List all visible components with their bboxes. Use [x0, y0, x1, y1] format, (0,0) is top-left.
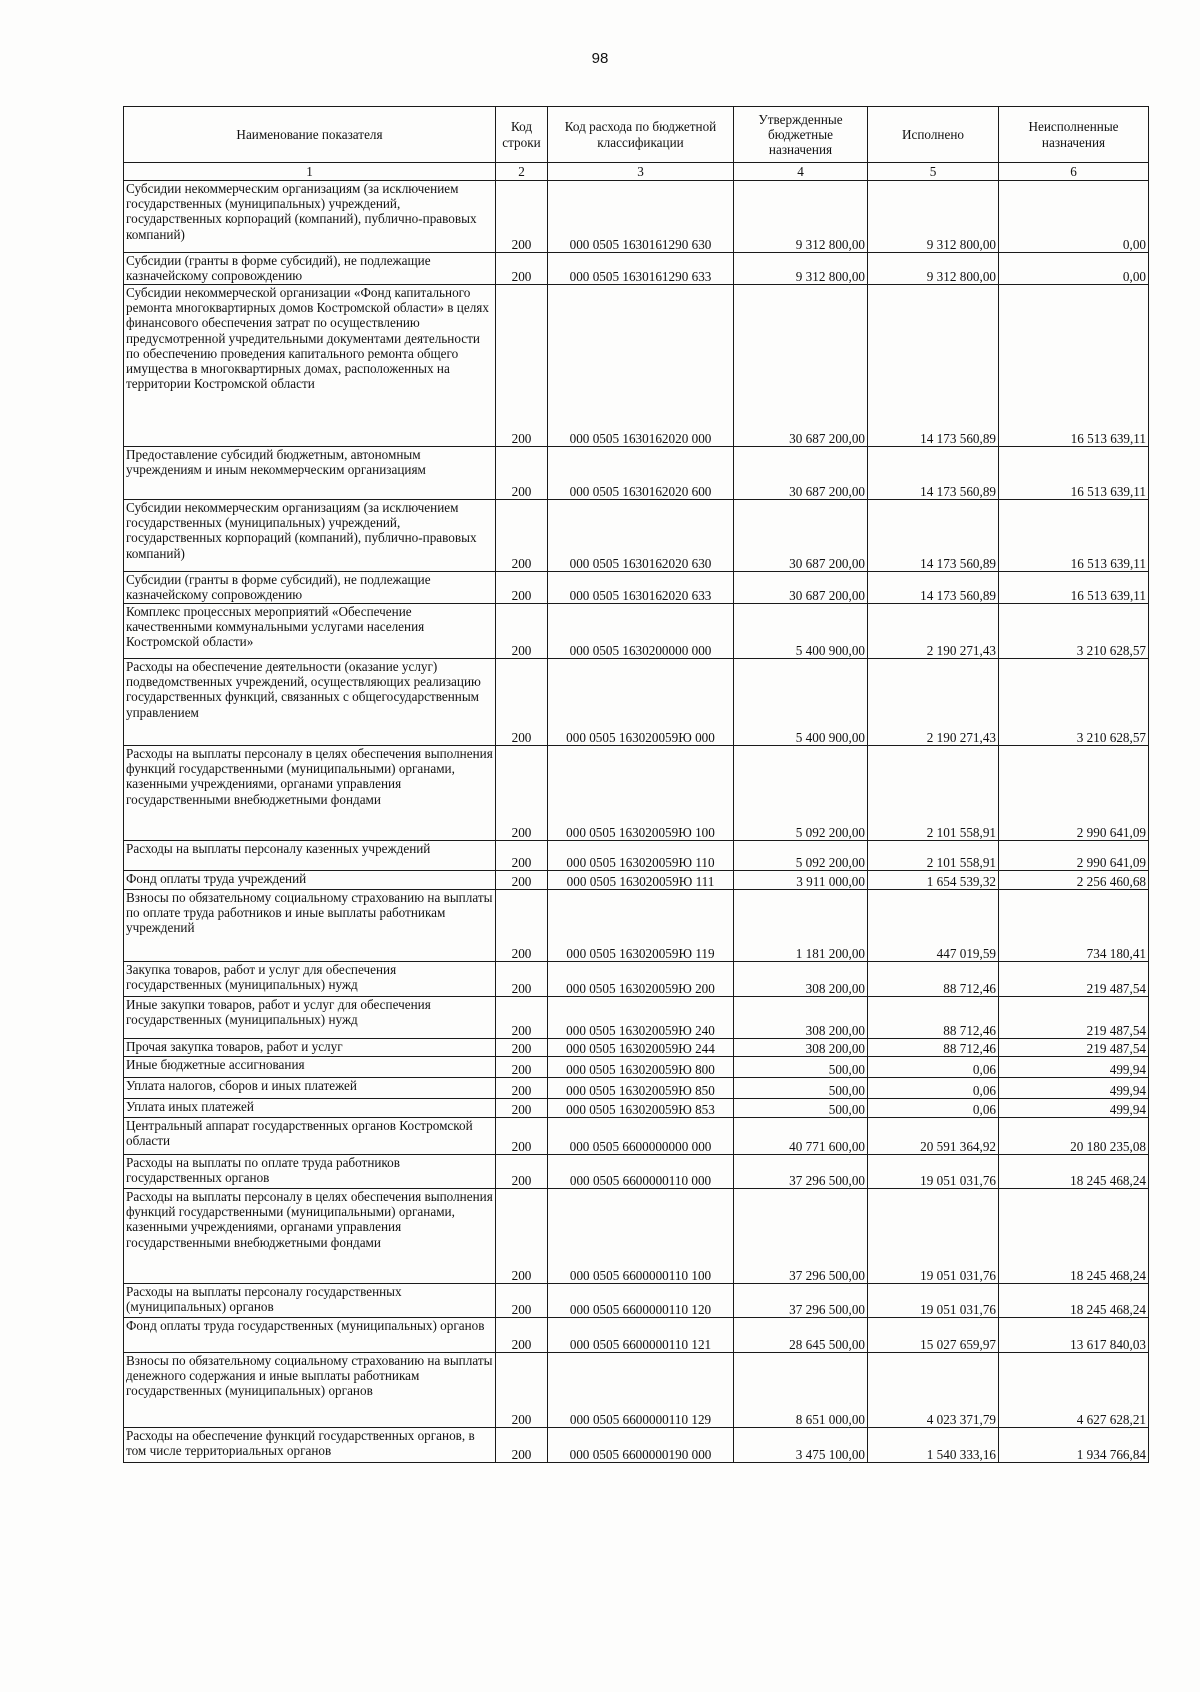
row-unexecuted: 2 256 460,68 — [999, 871, 1149, 890]
row-line-code: 200 — [496, 1155, 548, 1189]
row-unexecuted: 13 617 840,03 — [999, 1318, 1149, 1353]
row-unexecuted: 16 513 639,11 — [999, 447, 1149, 500]
table-row — [124, 447, 1149, 500]
row-executed: 2 101 558,91 — [868, 746, 999, 841]
column-number: 2 — [496, 163, 548, 181]
row-approved: 308 200,00 — [734, 997, 868, 1039]
row-name: Уплата налогов, сборов и иных платежей — [124, 1078, 496, 1099]
row-line-code: 200 — [496, 871, 548, 890]
row-line-code: 200 — [496, 285, 548, 447]
row-line-code: 200 — [496, 1039, 548, 1057]
row-approved: 30 687 200,00 — [734, 500, 868, 572]
row-name: Субсидии некоммерческой организации «Фонд капитального ремонта многоквартирных домов Костромской области» в целях финансового обеспечения затрат по осуществлению предусмотренной учредительными документами деятельности по обеспечению проведения капитального ремонта общего имущества в многоквартирных домах, расположенных на территории Костромской области — [124, 285, 496, 447]
row-unexecuted: 16 513 639,11 — [999, 285, 1149, 447]
row-line-code: 200 — [496, 890, 548, 962]
row-approved: 1 181 200,00 — [734, 890, 868, 962]
row-line-code: 200 — [496, 1318, 548, 1353]
row-approved: 37 296 500,00 — [734, 1284, 868, 1318]
row-unexecuted: 1 934 766,84 — [999, 1428, 1149, 1463]
row-budget-code: 000 0505 1630200000 000 — [548, 604, 734, 659]
row-line-code: 200 — [496, 572, 548, 604]
row-unexecuted: 18 245 468,24 — [999, 1189, 1149, 1284]
row-line-code: 200 — [496, 841, 548, 871]
row-budget-code: 000 0505 1630161290 633 — [548, 253, 734, 285]
table-row — [124, 572, 1149, 604]
row-unexecuted: 18 245 468,24 — [999, 1284, 1149, 1318]
row-executed: 14 173 560,89 — [868, 500, 999, 572]
row-budget-code: 000 0505 163020059Ю 240 — [548, 997, 734, 1039]
row-unexecuted: 2 990 641,09 — [999, 841, 1149, 871]
column-number: 5 — [868, 163, 999, 181]
row-budget-code: 000 0505 163020059Ю 850 — [548, 1078, 734, 1099]
budget-execution-table — [123, 106, 1149, 1463]
header-unexecuted: Неисполненные назначения — [999, 107, 1149, 163]
row-budget-code: 000 0505 163020059Ю 200 — [548, 962, 734, 997]
table-row — [124, 604, 1149, 659]
row-budget-code: 000 0505 6600000110 100 — [548, 1189, 734, 1284]
row-unexecuted: 3 210 628,57 — [999, 659, 1149, 746]
row-name: Прочая закупка товаров, работ и услуг — [124, 1039, 496, 1057]
row-name: Взносы по обязательному социальному страхованию на выплаты по оплате труда работников и иные выплаты работникам учреждений — [124, 890, 496, 962]
row-executed: 2 190 271,43 — [868, 604, 999, 659]
row-executed: 14 173 560,89 — [868, 572, 999, 604]
row-executed: 88 712,46 — [868, 997, 999, 1039]
row-name: Субсидии (гранты в форме субсидий), не подлежащие казначейскому сопровождению — [124, 572, 496, 604]
row-approved: 5 400 900,00 — [734, 659, 868, 746]
column-number: 1 — [124, 163, 496, 181]
row-unexecuted: 0,00 — [999, 181, 1149, 253]
row-executed: 19 051 031,76 — [868, 1284, 999, 1318]
row-name: Взносы по обязательному социальному страхованию на выплаты денежного содержания и иные выплаты работникам государственных (муниципальных) органов — [124, 1353, 496, 1428]
table-row — [124, 285, 1149, 447]
row-unexecuted: 219 487,54 — [999, 1039, 1149, 1057]
row-budget-code: 000 0505 1630162020 600 — [548, 447, 734, 500]
table-row — [124, 1353, 1149, 1428]
row-executed: 447 019,59 — [868, 890, 999, 962]
row-line-code: 200 — [496, 962, 548, 997]
row-budget-code: 000 0505 163020059Ю 110 — [548, 841, 734, 871]
row-budget-code: 000 0505 6600000190 000 — [548, 1428, 734, 1463]
row-executed: 1 654 539,32 — [868, 871, 999, 890]
table-row — [124, 1057, 1149, 1078]
row-approved: 5 092 200,00 — [734, 841, 868, 871]
row-executed: 88 712,46 — [868, 962, 999, 997]
row-budget-code: 000 0505 163020059Ю 800 — [548, 1057, 734, 1078]
row-unexecuted: 734 180,41 — [999, 890, 1149, 962]
row-executed: 9 312 800,00 — [868, 253, 999, 285]
table-row — [124, 997, 1149, 1039]
table-row — [124, 1155, 1149, 1189]
row-name: Расходы на выплаты персоналу в целях обеспечения выполнения функций государственными (муниципальными) органами, казенными учреждениями, органами управления государственными внебюджетными фондами — [124, 746, 496, 841]
table-row — [124, 746, 1149, 841]
row-name: Расходы на выплаты по оплате труда работников государственных органов — [124, 1155, 496, 1189]
row-budget-code: 000 0505 1630161290 630 — [548, 181, 734, 253]
table-row — [124, 181, 1149, 253]
row-executed: 4 023 371,79 — [868, 1353, 999, 1428]
table-row — [124, 962, 1149, 997]
row-approved: 5 092 200,00 — [734, 746, 868, 841]
row-budget-code: 000 0505 1630162020 000 — [548, 285, 734, 447]
row-approved: 3 475 100,00 — [734, 1428, 868, 1463]
row-executed: 14 173 560,89 — [868, 447, 999, 500]
row-name: Субсидии некоммерческим организациям (за исключением государственных (муниципальных) учреждений, государственных корпораций (компаний), публично-правовых компаний) — [124, 181, 496, 253]
row-unexecuted: 219 487,54 — [999, 962, 1149, 997]
row-budget-code: 000 0505 163020059Ю 244 — [548, 1039, 734, 1057]
row-executed: 19 051 031,76 — [868, 1155, 999, 1189]
row-name: Предоставление субсидий бюджетным, автономным учреждениям и иным некоммерческим организациям — [124, 447, 496, 500]
row-approved: 3 911 000,00 — [734, 871, 868, 890]
page-number: 98 — [591, 50, 609, 67]
table-row — [124, 890, 1149, 962]
row-executed: 14 173 560,89 — [868, 285, 999, 447]
row-budget-code: 000 0505 163020059Ю 000 — [548, 659, 734, 746]
row-budget-code: 000 0505 163020059Ю 100 — [548, 746, 734, 841]
header-line-code: Код строки — [496, 107, 548, 163]
row-unexecuted: 2 990 641,09 — [999, 746, 1149, 841]
header-row — [124, 107, 1149, 163]
row-unexecuted: 0,00 — [999, 253, 1149, 285]
row-approved: 30 687 200,00 — [734, 447, 868, 500]
row-approved: 308 200,00 — [734, 1039, 868, 1057]
row-executed: 9 312 800,00 — [868, 181, 999, 253]
row-line-code: 200 — [496, 1078, 548, 1099]
row-unexecuted: 3 210 628,57 — [999, 604, 1149, 659]
row-name: Расходы на обеспечение деятельности (оказание услуг) подведомственных учреждений, осуществляющих реализацию государственных функций, связанных с общегосударственным управлением — [124, 659, 496, 746]
row-line-code: 200 — [496, 1353, 548, 1428]
row-approved: 30 687 200,00 — [734, 285, 868, 447]
header-indicator-name: Наименование показателя — [124, 107, 496, 163]
row-unexecuted: 4 627 628,21 — [999, 1353, 1149, 1428]
row-name: Центральный аппарат государственных органов Костромской области — [124, 1118, 496, 1155]
table-row — [124, 1318, 1149, 1353]
row-approved: 500,00 — [734, 1078, 868, 1099]
row-line-code: 200 — [496, 604, 548, 659]
row-approved: 40 771 600,00 — [734, 1118, 868, 1155]
row-budget-code: 000 0505 163020059Ю 111 — [548, 871, 734, 890]
row-line-code: 200 — [496, 1118, 548, 1155]
row-executed: 1 540 333,16 — [868, 1428, 999, 1463]
table-row — [124, 1428, 1149, 1463]
column-number: 3 — [548, 163, 734, 181]
row-line-code: 200 — [496, 746, 548, 841]
row-line-code: 200 — [496, 1284, 548, 1318]
row-approved: 500,00 — [734, 1099, 868, 1118]
row-unexecuted: 499,94 — [999, 1078, 1149, 1099]
row-executed: 2 101 558,91 — [868, 841, 999, 871]
table-row — [124, 1118, 1149, 1155]
header-approved: Утвержденные бюджетные назначения — [734, 107, 868, 163]
column-number: 4 — [734, 163, 868, 181]
row-approved: 30 687 200,00 — [734, 572, 868, 604]
row-unexecuted: 20 180 235,08 — [999, 1118, 1149, 1155]
row-executed: 19 051 031,76 — [868, 1189, 999, 1284]
row-approved: 9 312 800,00 — [734, 253, 868, 285]
column-number: 6 — [999, 163, 1149, 181]
table-row — [124, 253, 1149, 285]
row-unexecuted: 16 513 639,11 — [999, 572, 1149, 604]
row-budget-code: 000 0505 6600000110 129 — [548, 1353, 734, 1428]
row-budget-code: 000 0505 163020059Ю 119 — [548, 890, 734, 962]
row-budget-code: 000 0505 6600000110 121 — [548, 1318, 734, 1353]
row-line-code: 200 — [496, 1057, 548, 1078]
row-line-code: 200 — [496, 253, 548, 285]
row-line-code: 200 — [496, 181, 548, 253]
table-row — [124, 1284, 1149, 1318]
row-approved: 9 312 800,00 — [734, 181, 868, 253]
row-name: Расходы на выплаты персоналу в целях обеспечения выполнения функций государственными (муниципальными) органами, казенными учреждениями, органами управления государственными внебюджетными фондами — [124, 1189, 496, 1284]
column-number-row — [124, 163, 1149, 181]
row-name: Субсидии (гранты в форме субсидий), не подлежащие казначейскому сопровождению — [124, 253, 496, 285]
row-approved: 500,00 — [734, 1057, 868, 1078]
row-executed: 20 591 364,92 — [868, 1118, 999, 1155]
row-executed: 0,06 — [868, 1099, 999, 1118]
table-row — [124, 1189, 1149, 1284]
row-name: Расходы на обеспечение функций государственных органов, в том числе территориальных органов — [124, 1428, 496, 1463]
row-name: Иные закупки товаров, работ и услуг для обеспечения государственных (муниципальных) нужд — [124, 997, 496, 1039]
row-name: Расходы на выплаты персоналу казенных учреждений — [124, 841, 496, 871]
row-approved: 37 296 500,00 — [734, 1189, 868, 1284]
row-name: Иные бюджетные ассигнования — [124, 1057, 496, 1078]
row-executed: 88 712,46 — [868, 1039, 999, 1057]
row-line-code: 200 — [496, 500, 548, 572]
row-budget-code: 000 0505 6600000110 000 — [548, 1155, 734, 1189]
row-approved: 308 200,00 — [734, 962, 868, 997]
row-line-code: 200 — [496, 1428, 548, 1463]
row-budget-code: 000 0505 6600000000 000 — [548, 1118, 734, 1155]
row-name: Закупка товаров, работ и услуг для обеспечения государственных (муниципальных) нужд — [124, 962, 496, 997]
row-approved: 5 400 900,00 — [734, 604, 868, 659]
table-row — [124, 871, 1149, 890]
table-row — [124, 1078, 1149, 1099]
row-budget-code: 000 0505 1630162020 633 — [548, 572, 734, 604]
table-row — [124, 500, 1149, 572]
row-unexecuted: 499,94 — [999, 1057, 1149, 1078]
row-name: Субсидии некоммерческим организациям (за исключением государственных (муниципальных) учреждений, государственных корпораций (компаний), публично-правовых компаний) — [124, 500, 496, 572]
row-unexecuted: 499,94 — [999, 1099, 1149, 1118]
row-executed: 0,06 — [868, 1057, 999, 1078]
row-name: Уплата иных платежей — [124, 1099, 496, 1118]
row-unexecuted: 219 487,54 — [999, 997, 1149, 1039]
row-executed: 2 190 271,43 — [868, 659, 999, 746]
row-line-code: 200 — [496, 659, 548, 746]
row-name: Комплекс процессных мероприятий «Обеспечение качественными коммунальными услугами населения Костромской области» — [124, 604, 496, 659]
row-name: Фонд оплаты труда государственных (муниципальных) органов — [124, 1318, 496, 1353]
row-unexecuted: 18 245 468,24 — [999, 1155, 1149, 1189]
table-row — [124, 1099, 1149, 1118]
row-unexecuted: 16 513 639,11 — [999, 500, 1149, 572]
row-budget-code: 000 0505 1630162020 630 — [548, 500, 734, 572]
row-approved: 8 651 000,00 — [734, 1353, 868, 1428]
row-approved: 28 645 500,00 — [734, 1318, 868, 1353]
table-row — [124, 659, 1149, 746]
header-executed: Исполнено — [868, 107, 999, 163]
table-row — [124, 841, 1149, 871]
row-name: Расходы на выплаты персоналу государственных (муниципальных) органов — [124, 1284, 496, 1318]
row-budget-code: 000 0505 6600000110 120 — [548, 1284, 734, 1318]
row-line-code: 200 — [496, 997, 548, 1039]
row-line-code: 200 — [496, 447, 548, 500]
row-approved: 37 296 500,00 — [734, 1155, 868, 1189]
row-line-code: 200 — [496, 1189, 548, 1284]
row-executed: 15 027 659,97 — [868, 1318, 999, 1353]
header-budget-classification-code: Код расхода по бюджетной классификации — [548, 107, 734, 163]
row-executed: 0,06 — [868, 1078, 999, 1099]
table-row — [124, 1039, 1149, 1057]
row-name: Фонд оплаты труда учреждений — [124, 871, 496, 890]
row-budget-code: 000 0505 163020059Ю 853 — [548, 1099, 734, 1118]
row-line-code: 200 — [496, 1099, 548, 1118]
